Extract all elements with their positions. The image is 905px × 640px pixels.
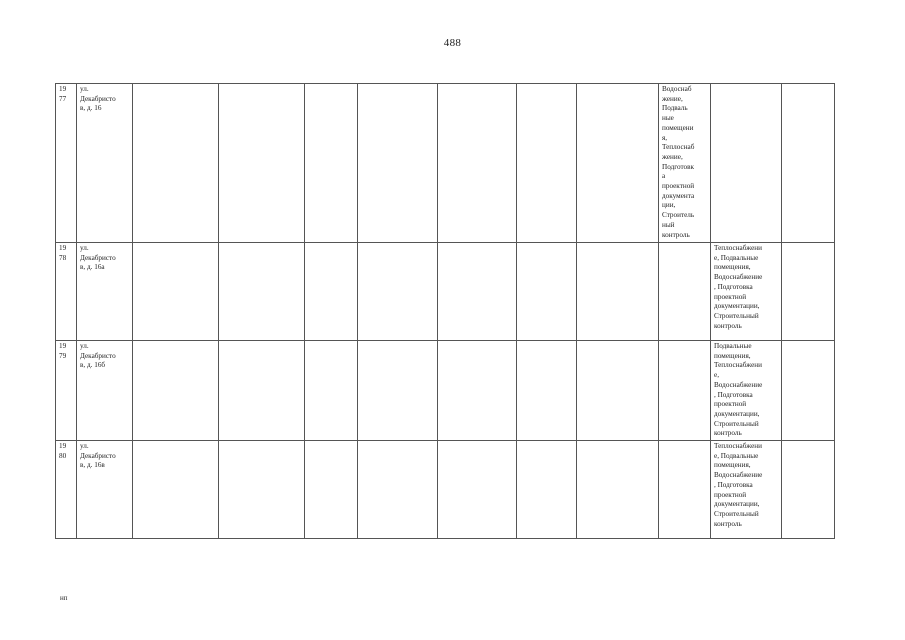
empty-cell (517, 341, 577, 441)
works-list-cell: Теплоснабжени е, Подвальные помещения, Водоснабжение , Подготовка проектной документации, Строительный контроль (711, 441, 782, 539)
works-list-cell: Подвальные помещения, Теплоснабжени е, Водоснабжение , Подготовка проектной документации, Строительный контроль (711, 341, 782, 441)
empty-cell (305, 341, 358, 441)
works-list-cell (659, 441, 711, 539)
works-list-cell (659, 243, 711, 341)
works-list-cell: Водоснаб жение, Подваль ные помещени я, Теплоснаб жение, Подготовк а проектной документа ции, Строитель ный контроль (659, 84, 711, 243)
empty-cell (358, 243, 438, 341)
empty-cell (358, 84, 438, 243)
row-number-cell: 19 78 (56, 243, 77, 341)
empty-cell (577, 441, 659, 539)
works-list-cell: Теплоснабжени е, Подвальные помещения, Водоснабжение , Подготовка проектной документации, Строительный контроль (711, 243, 782, 341)
empty-cell (438, 84, 517, 243)
empty-cell (219, 84, 305, 243)
empty-cell (133, 243, 219, 341)
works-table (55, 83, 835, 539)
footer-mark: нп (60, 594, 68, 602)
empty-cell (438, 441, 517, 539)
address-cell: ул. Декабристо в, д. 16 (77, 84, 133, 243)
empty-cell (782, 441, 835, 539)
row-number-cell: 19 80 (56, 441, 77, 539)
table-row (56, 441, 835, 539)
empty-cell (517, 84, 577, 243)
row-number-cell: 19 77 (56, 84, 77, 243)
empty-cell (219, 341, 305, 441)
empty-cell (305, 84, 358, 243)
empty-cell (305, 441, 358, 539)
empty-cell (133, 84, 219, 243)
empty-cell (219, 243, 305, 341)
empty-cell (577, 84, 659, 243)
empty-cell (133, 341, 219, 441)
empty-cell (517, 243, 577, 341)
works-list-cell (659, 341, 711, 441)
works-list-cell (711, 84, 782, 243)
address-cell: ул. Декабристо в, д. 16в (77, 441, 133, 539)
empty-cell (517, 441, 577, 539)
empty-cell (358, 341, 438, 441)
empty-cell (577, 243, 659, 341)
address-cell: ул. Декабристо в, д. 16б (77, 341, 133, 441)
empty-cell (782, 243, 835, 341)
table-row (56, 341, 835, 441)
table-row (56, 84, 835, 243)
empty-cell (782, 341, 835, 441)
empty-cell (782, 84, 835, 243)
empty-cell (305, 243, 358, 341)
empty-cell (133, 441, 219, 539)
empty-cell (438, 243, 517, 341)
empty-cell (219, 441, 305, 539)
page-number: 488 (443, 37, 462, 49)
empty-cell (358, 441, 438, 539)
row-number-cell: 19 79 (56, 341, 77, 441)
table-row (56, 243, 835, 341)
address-cell: ул. Декабристо в, д. 16а (77, 243, 133, 341)
empty-cell (438, 341, 517, 441)
empty-cell (577, 341, 659, 441)
